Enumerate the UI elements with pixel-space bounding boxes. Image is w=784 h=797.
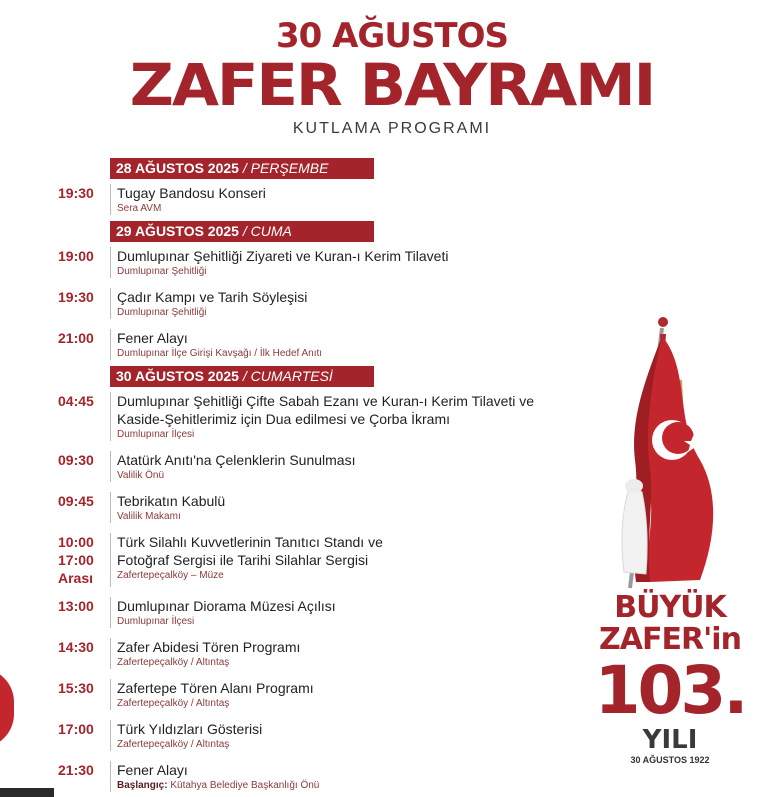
event-body: [110, 247, 448, 278]
event-body: [110, 288, 307, 319]
event-title: Dumlupınar Diorama Müzesi Açılısı: [117, 598, 336, 614]
program-schedule: [50, 158, 610, 792]
event-time-line: 13:00: [58, 598, 94, 614]
day-date: 29 AĞUSTOS 2025: [116, 223, 239, 239]
badge-yili: YILI: [642, 725, 698, 755]
day-date: 30 AĞUSTOS 2025: [116, 368, 239, 384]
event-location-text: Valilik Önü: [117, 470, 165, 481]
event-body: [110, 638, 300, 669]
turkish-flag-icon: [590, 310, 740, 595]
event-location: [117, 779, 319, 792]
event-row: [50, 451, 610, 482]
event-location-text: Kütahya Belediye Başkanlığı Önü: [170, 780, 320, 791]
event-body: [110, 533, 383, 587]
event-row: [50, 761, 610, 792]
event-time: [50, 638, 110, 669]
event-time: [50, 451, 110, 482]
event-title: Zafer Abidesi Tören Programı: [117, 639, 301, 655]
event-title: Türk Yıldızları Gösterisi: [117, 721, 263, 737]
badge-line1: BÜYÜK: [614, 590, 726, 625]
event-body: [110, 451, 355, 482]
event-time: [50, 184, 110, 215]
event-location: [117, 569, 383, 582]
day-name: / CUMA: [242, 223, 292, 239]
event-body: [110, 329, 322, 360]
event-location-text: Dumlupınar İlçe Girişi Kavşağı / İlk Hedef Anıtı: [117, 348, 323, 359]
event-row: [50, 638, 610, 669]
event-body: [110, 679, 314, 710]
event-row: [50, 392, 610, 441]
event-location-text: Zafertepeçalköy / Altıntaş: [117, 739, 230, 750]
event-location: [117, 697, 314, 710]
badge-line2: ZAFER'in: [599, 622, 741, 657]
event-time: [50, 533, 110, 587]
event-time: [50, 761, 110, 792]
event-location-text: Dumlupınar Şehitliği: [117, 307, 207, 318]
event-title: Dumlupınar Şehitliği Çifte Sabah Ezanı ve Kuran-ı Kerim Tilaveti ve: [117, 393, 535, 409]
event-title: Fener Alayı: [117, 762, 188, 778]
event-location-text: Zafertepeçalköy / Altıntaş: [117, 657, 230, 668]
event-location: [117, 202, 266, 215]
event-location-text: Zafertepeçalköy – Müze: [117, 570, 224, 581]
event-time: [50, 679, 110, 710]
event-title: Fotoğraf Sergisi ile Tarihi Silahlar Sergisi: [117, 552, 369, 568]
event-time-line: Arası: [58, 570, 94, 586]
event-time-line: 17:00: [58, 721, 94, 737]
event-time-line: 04:45: [58, 393, 94, 409]
day-date: 28 AĞUSTOS 2025: [116, 160, 239, 176]
event-time: [50, 247, 110, 278]
event-row: [50, 288, 610, 319]
event-title: Fener Alayı: [117, 330, 188, 346]
event-title: Dumlupınar Şehitliği Ziyareti ve Kuran-ı Kerim Tilaveti: [117, 248, 449, 264]
event-location-text: Dumlupınar Şehitliği: [117, 266, 207, 277]
event-body: [110, 761, 319, 792]
header-subtitle: KUTLAMA PROGRAMI: [292, 120, 492, 137]
event-time: [50, 492, 110, 523]
event-time: [50, 288, 110, 319]
event-row: [50, 720, 610, 751]
badge-number: 103.: [594, 652, 746, 729]
event-title: Kaside-Şehitlerimiz için Dua edilmesi ve Çorba İkramı: [117, 411, 451, 427]
event-row: [50, 492, 610, 523]
event-body: [110, 184, 266, 215]
event-time: [50, 329, 110, 360]
event-time-line: 17:00: [58, 552, 94, 568]
day-header: [110, 366, 374, 387]
event-row: [50, 247, 610, 278]
event-location-text: Dumlupınar İlçesi: [117, 616, 195, 627]
event-time-line: 14:30: [58, 639, 94, 655]
day-name: / CUMARTESİ: [242, 368, 333, 384]
event-location: [117, 738, 262, 751]
event-time: [50, 597, 110, 628]
event-time-line: 19:30: [58, 289, 94, 305]
event-title: Türk Silahlı Kuvvetlerinin Tanıtıcı Standı ve: [117, 534, 383, 550]
header-small-title: 30 AĞUSTOS: [275, 16, 509, 56]
event-body: [110, 597, 336, 628]
day-header: [110, 221, 374, 242]
event-time-line: 09:45: [58, 493, 94, 509]
event-title: Çadır Kampı ve Tarih Söyleşisi: [117, 289, 308, 305]
event-location: [117, 615, 336, 628]
event-location: [117, 469, 355, 482]
event-body: [110, 392, 534, 441]
left-decoration: [0, 668, 14, 748]
event-body: [110, 492, 225, 523]
event-location: [117, 428, 534, 441]
event-row: [50, 597, 610, 628]
event-location-text: Zafertepeçalköy / Altıntaş: [117, 698, 230, 709]
event-time-line: 21:30: [58, 762, 94, 778]
event-time-line: 19:00: [58, 248, 94, 264]
badge-date: 30 AĞUSTOS 1922: [630, 755, 710, 765]
event-title: Tugay Bandosu Konseri: [117, 185, 266, 201]
event-location-text: Valilik Makamı: [117, 511, 181, 522]
event-title: Zafertepe Tören Alanı Programı: [117, 680, 314, 696]
event-time-line: 15:30: [58, 680, 94, 696]
event-title: Tebrikatın Kabulü: [117, 493, 226, 509]
anniversary-badge: [580, 592, 760, 766]
event-location-text: Dumlupınar İlçesi: [117, 429, 195, 440]
event-location: [117, 265, 448, 278]
event-time-line: 19:30: [58, 185, 94, 201]
day-header: [110, 158, 374, 179]
event-location-prefix: Başlangıç:: [117, 780, 168, 791]
event-row: [50, 679, 610, 710]
event-time-line: 09:30: [58, 452, 94, 468]
event-location: [117, 347, 322, 360]
event-row: [50, 329, 610, 360]
bottom-decoration: [0, 788, 54, 797]
event-location-text: Sera AVM: [117, 203, 162, 214]
header-main-title: ZAFER BAYRAMI: [129, 51, 655, 119]
event-title: Atatürk Anıtı'na Çelenklerin Sunulması: [117, 452, 356, 468]
event-location: [117, 510, 225, 523]
event-location: [117, 306, 307, 319]
day-name: / PERŞEMBE: [242, 160, 329, 176]
event-time-line: 10:00: [58, 534, 94, 550]
event-body: [110, 720, 262, 751]
event-time: [50, 392, 110, 441]
event-location: [117, 656, 300, 669]
event-time-line: 21:00: [58, 330, 94, 346]
event-row: [50, 533, 610, 587]
event-row: [50, 184, 610, 215]
event-time: [50, 720, 110, 751]
